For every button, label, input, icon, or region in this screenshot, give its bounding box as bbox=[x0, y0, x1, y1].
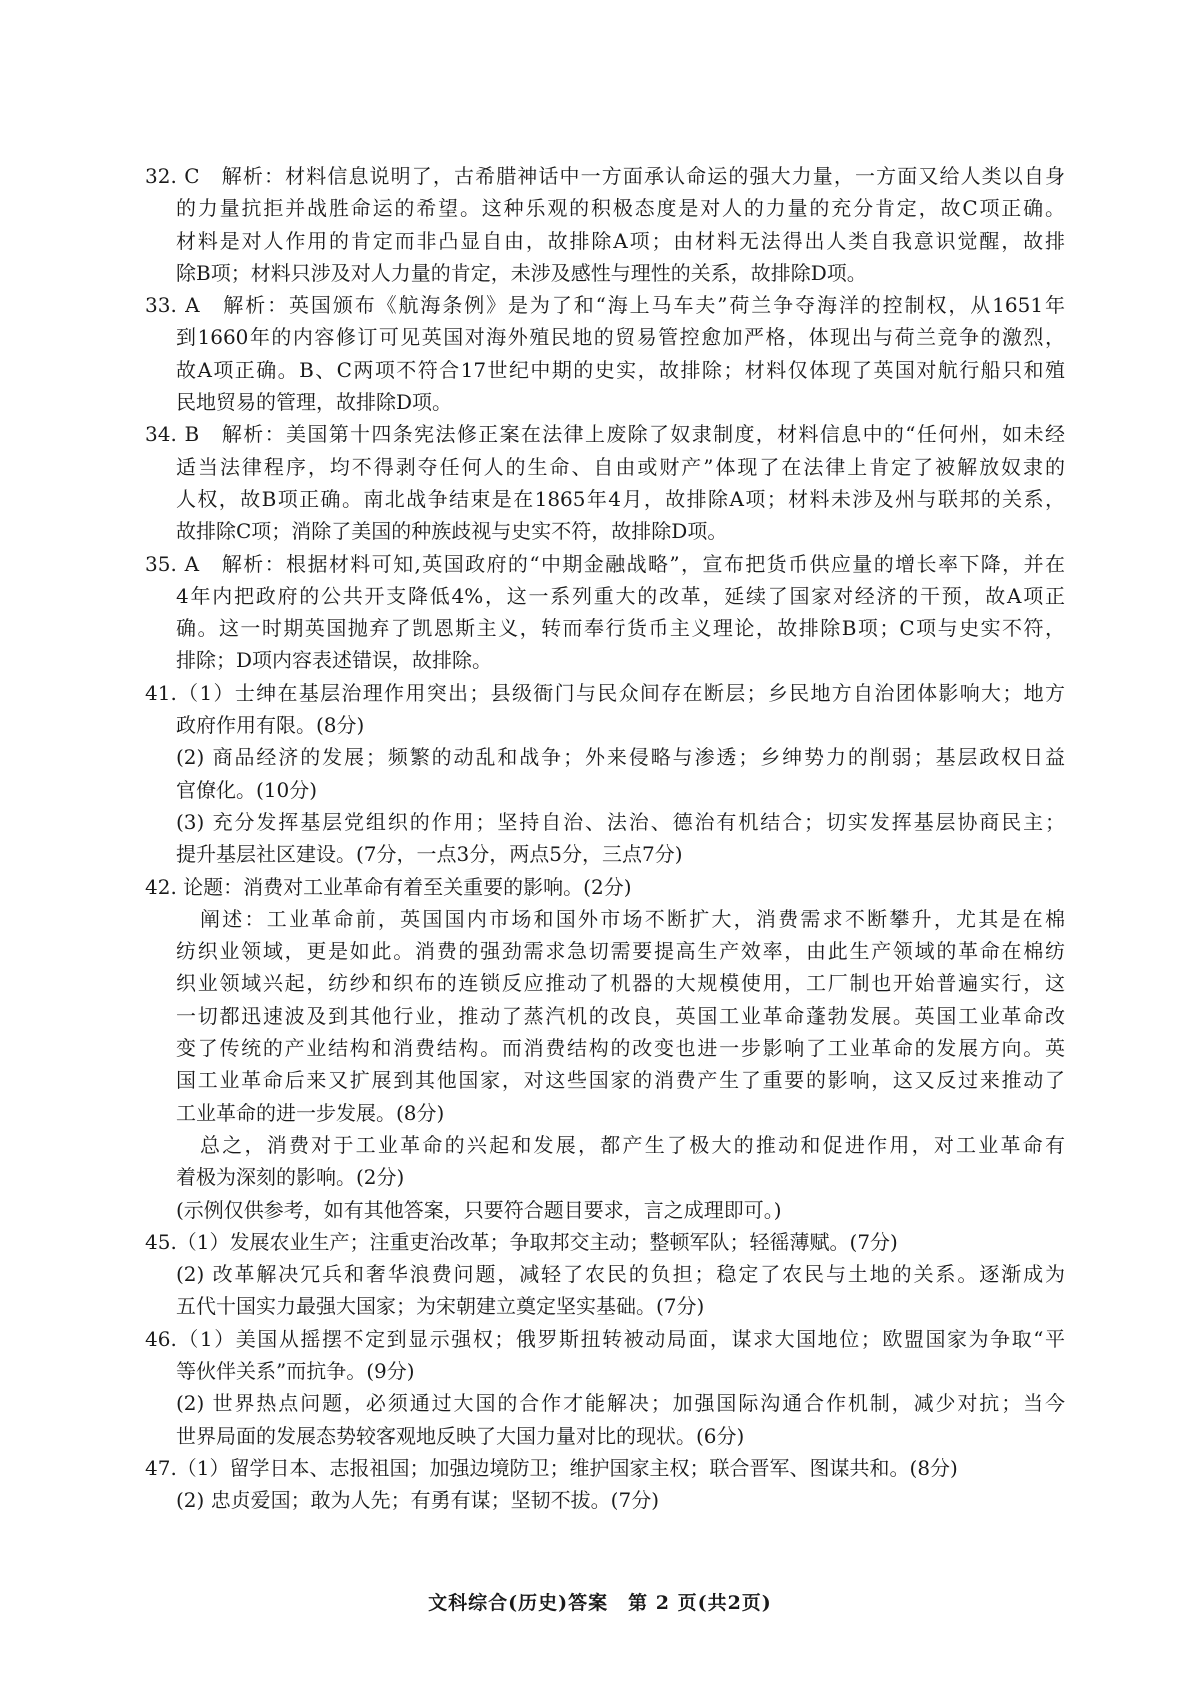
answer-35 bbox=[145, 548, 1065, 677]
answer-42 bbox=[145, 871, 1065, 1226]
answer-line: (2) 商品经济的发展；频繁的动乱和战争；外来侵略与渗透；乡绅势力的削弱；基层政权日益 bbox=[176, 745, 1065, 770]
answer-line: 32. C 解析：材料信息说明了，古希腊神话中一方面承认命运的强大力量，一方面又给人类以自身 bbox=[145, 164, 1065, 188]
answer-line: 变了传统的产业结构和消费结构。而消费结构的改变也进一步影响了工业革命的发展方向。英 bbox=[176, 1036, 1065, 1061]
answer-line: 人权，故B项正确。南北战争结束是在1865年4月，故排除A项；材料未涉及州与联邦的关系， bbox=[176, 486, 1065, 511]
answer-line: 33. A 解析：英国颁布《航海条例》是为了和“海上马车夫”荷兰争夺海洋的控制权，从1651年 bbox=[145, 293, 1065, 318]
answer-line: 故A项正确。B、C两项不符合17世纪中期的史实，故排除；材料仅体现了英国对航行船只和殖 bbox=[176, 357, 1065, 382]
answer-line: 除B项；材料只涉及对人力量的肯定，未涉及感性与理性的关系，故排除D项。 bbox=[176, 260, 867, 285]
answer-line: 工业革命的进一步发展。(8分) bbox=[176, 1100, 445, 1125]
answer-33 bbox=[145, 289, 1065, 418]
answer-line: 世界局面的发展态势较客观地反映了大国力量对比的现状。(6分) bbox=[176, 1423, 745, 1448]
answer-line: 排除；D项内容表述错误，故排除。 bbox=[176, 648, 493, 673]
answer-41 bbox=[145, 677, 1065, 871]
answer-line: 一切都迅速波及到其他行业，推动了蒸汽机的改良，英国工业革命蓬勃发展。英国工业革命改 bbox=[176, 1003, 1065, 1028]
answer-46 bbox=[145, 1323, 1065, 1452]
answer-line: 4年内把政府的公共开支降低4%，这一系列重大的改革，延续了国家对经济的干预，故A项正 bbox=[176, 583, 1065, 608]
answer-34 bbox=[145, 418, 1065, 547]
answer-line: 材料是对人作用的肯定而非凸显自由，故排除A项；由材料无法得出人类自我意识觉醒，故排 bbox=[176, 228, 1065, 253]
answer-line: (3) 充分发挥基层党组织的作用；坚持自治、法治、德治有机结合；切实发挥基层协商民主； bbox=[176, 809, 1065, 834]
answer-line: 47.（1）留学日本、志报祖国；加强边境防卫；维护国家主权；联合晋军、图谋共和。(8分) bbox=[145, 1455, 958, 1480]
answer-line: 适当法律程序，均不得剥夺任何人的生命、自由或财产”体现了在法律上肯定了被解放奴隶的 bbox=[176, 454, 1065, 479]
answer-line: 确。这一时期英国抛弃了凯恩斯主义，转而奉行货币主义理论，故排除B项；C项与史实不符， bbox=[176, 616, 1065, 641]
answer-45 bbox=[145, 1226, 1065, 1323]
answer-line: 42. 论题：消费对工业革命有着至关重要的影响。(2分) bbox=[145, 874, 632, 899]
answer-line: 34. B 解析：美国第十四条宪法修正案在法律上废除了奴隶制度，材料信息中的“任何州，如未经 bbox=[145, 422, 1065, 447]
answer-line: 纺织业领域，更是如此。消费的强劲需求急切需要提高生产效率，由此生产领域的革命在棉纺 bbox=[176, 939, 1065, 964]
answer-line: 41.（1）士绅在基层治理作用突出；县级衙门与民众间存在断层；乡民地方自治团体影响大；地方 bbox=[145, 680, 1065, 705]
answer-line: 着极为深刻的影响。(2分) bbox=[176, 1165, 405, 1190]
answer-note: (示例仅供参考，如有其他答案，只要符合题目要求，言之成理即可。) bbox=[176, 1197, 782, 1222]
answer-line: 故排除C项；消除了美国的种族歧视与史实不符，故排除D项。 bbox=[176, 519, 728, 544]
answer-line: (2) 忠贞爱国；敢为人先；有勇有谋；坚韧不拔。(7分) bbox=[176, 1488, 660, 1513]
answer-line: 织业领域兴起，纺纱和织布的连锁反应推动了机器的大规模使用，工厂制也开始普遍实行，这 bbox=[176, 971, 1065, 996]
answer-line: 政府作用有限。(8分) bbox=[176, 713, 365, 738]
answer-line: 民地贸易的管理，故排除D项。 bbox=[176, 390, 453, 415]
answer-line: 35. A 解析：根据材料可知,英国政府的“中期金融战略”，宣布把货币供应量的增长率下降，并在 bbox=[145, 551, 1065, 576]
answer-line: 国工业革命后来又扩展到其他国家，对这些国家的消费产生了重要的影响，这又反过来推动了 bbox=[176, 1068, 1065, 1093]
answer-line: (2) 世界热点问题，必须通过大国的合作才能解决；加强国际沟通合作机制，减少对抗；当今 bbox=[176, 1391, 1065, 1416]
answer-47 bbox=[145, 1452, 1065, 1517]
answer-line: 到1660年的内容修订可见英国对海外殖民地的贸易管控愈加严格，体现出与荷兰竞争的激烈， bbox=[176, 325, 1065, 350]
answer-line: 官僚化。(10分) bbox=[176, 777, 318, 802]
answer-line: (2) 改革解决冗兵和奢华浪费问题，减轻了农民的负担；稳定了农民与土地的关系。逐渐成为 bbox=[176, 1262, 1065, 1287]
answer-line: 45.（1）发展农业生产；注重吏治改革；争取邦交主动；整顿军队；轻徭薄赋。(7分) bbox=[145, 1229, 898, 1254]
answer-32 bbox=[145, 160, 1065, 289]
answer-line: 总之，消费对于工业革命的兴起和发展，都产生了极大的推动和促进作用，对工业革命有 bbox=[200, 1132, 1065, 1157]
answer-line: 五代十国实力最强大国家；为宋朝建立奠定坚实基础。(7分) bbox=[176, 1294, 705, 1319]
answer-line: 阐述：工业革命前，英国国内市场和国外市场不断扩大，消费需求不断攀升，尤其是在棉 bbox=[200, 906, 1065, 931]
page-footer: 文科综合(历史)答案 第 2 页(共2页) bbox=[428, 1592, 772, 1614]
answer-content bbox=[145, 160, 1065, 1516]
answer-line: 等伙伴关系”而抗争。(9分) bbox=[176, 1358, 415, 1383]
answer-line: 的力量抗拒并战胜命运的希望。这种乐观的积极态度是对人的力量的充分肯定，故C项正确。 bbox=[176, 196, 1065, 221]
answer-line: 46.（1）美国从摇摆不定到显示强权；俄罗斯扭转被动局面，谋求大国地位；欧盟国家为争取“平 bbox=[145, 1326, 1065, 1351]
answer-line: 提升基层社区建设。(7分，一点3分，两点5分，三点7分) bbox=[176, 842, 683, 867]
